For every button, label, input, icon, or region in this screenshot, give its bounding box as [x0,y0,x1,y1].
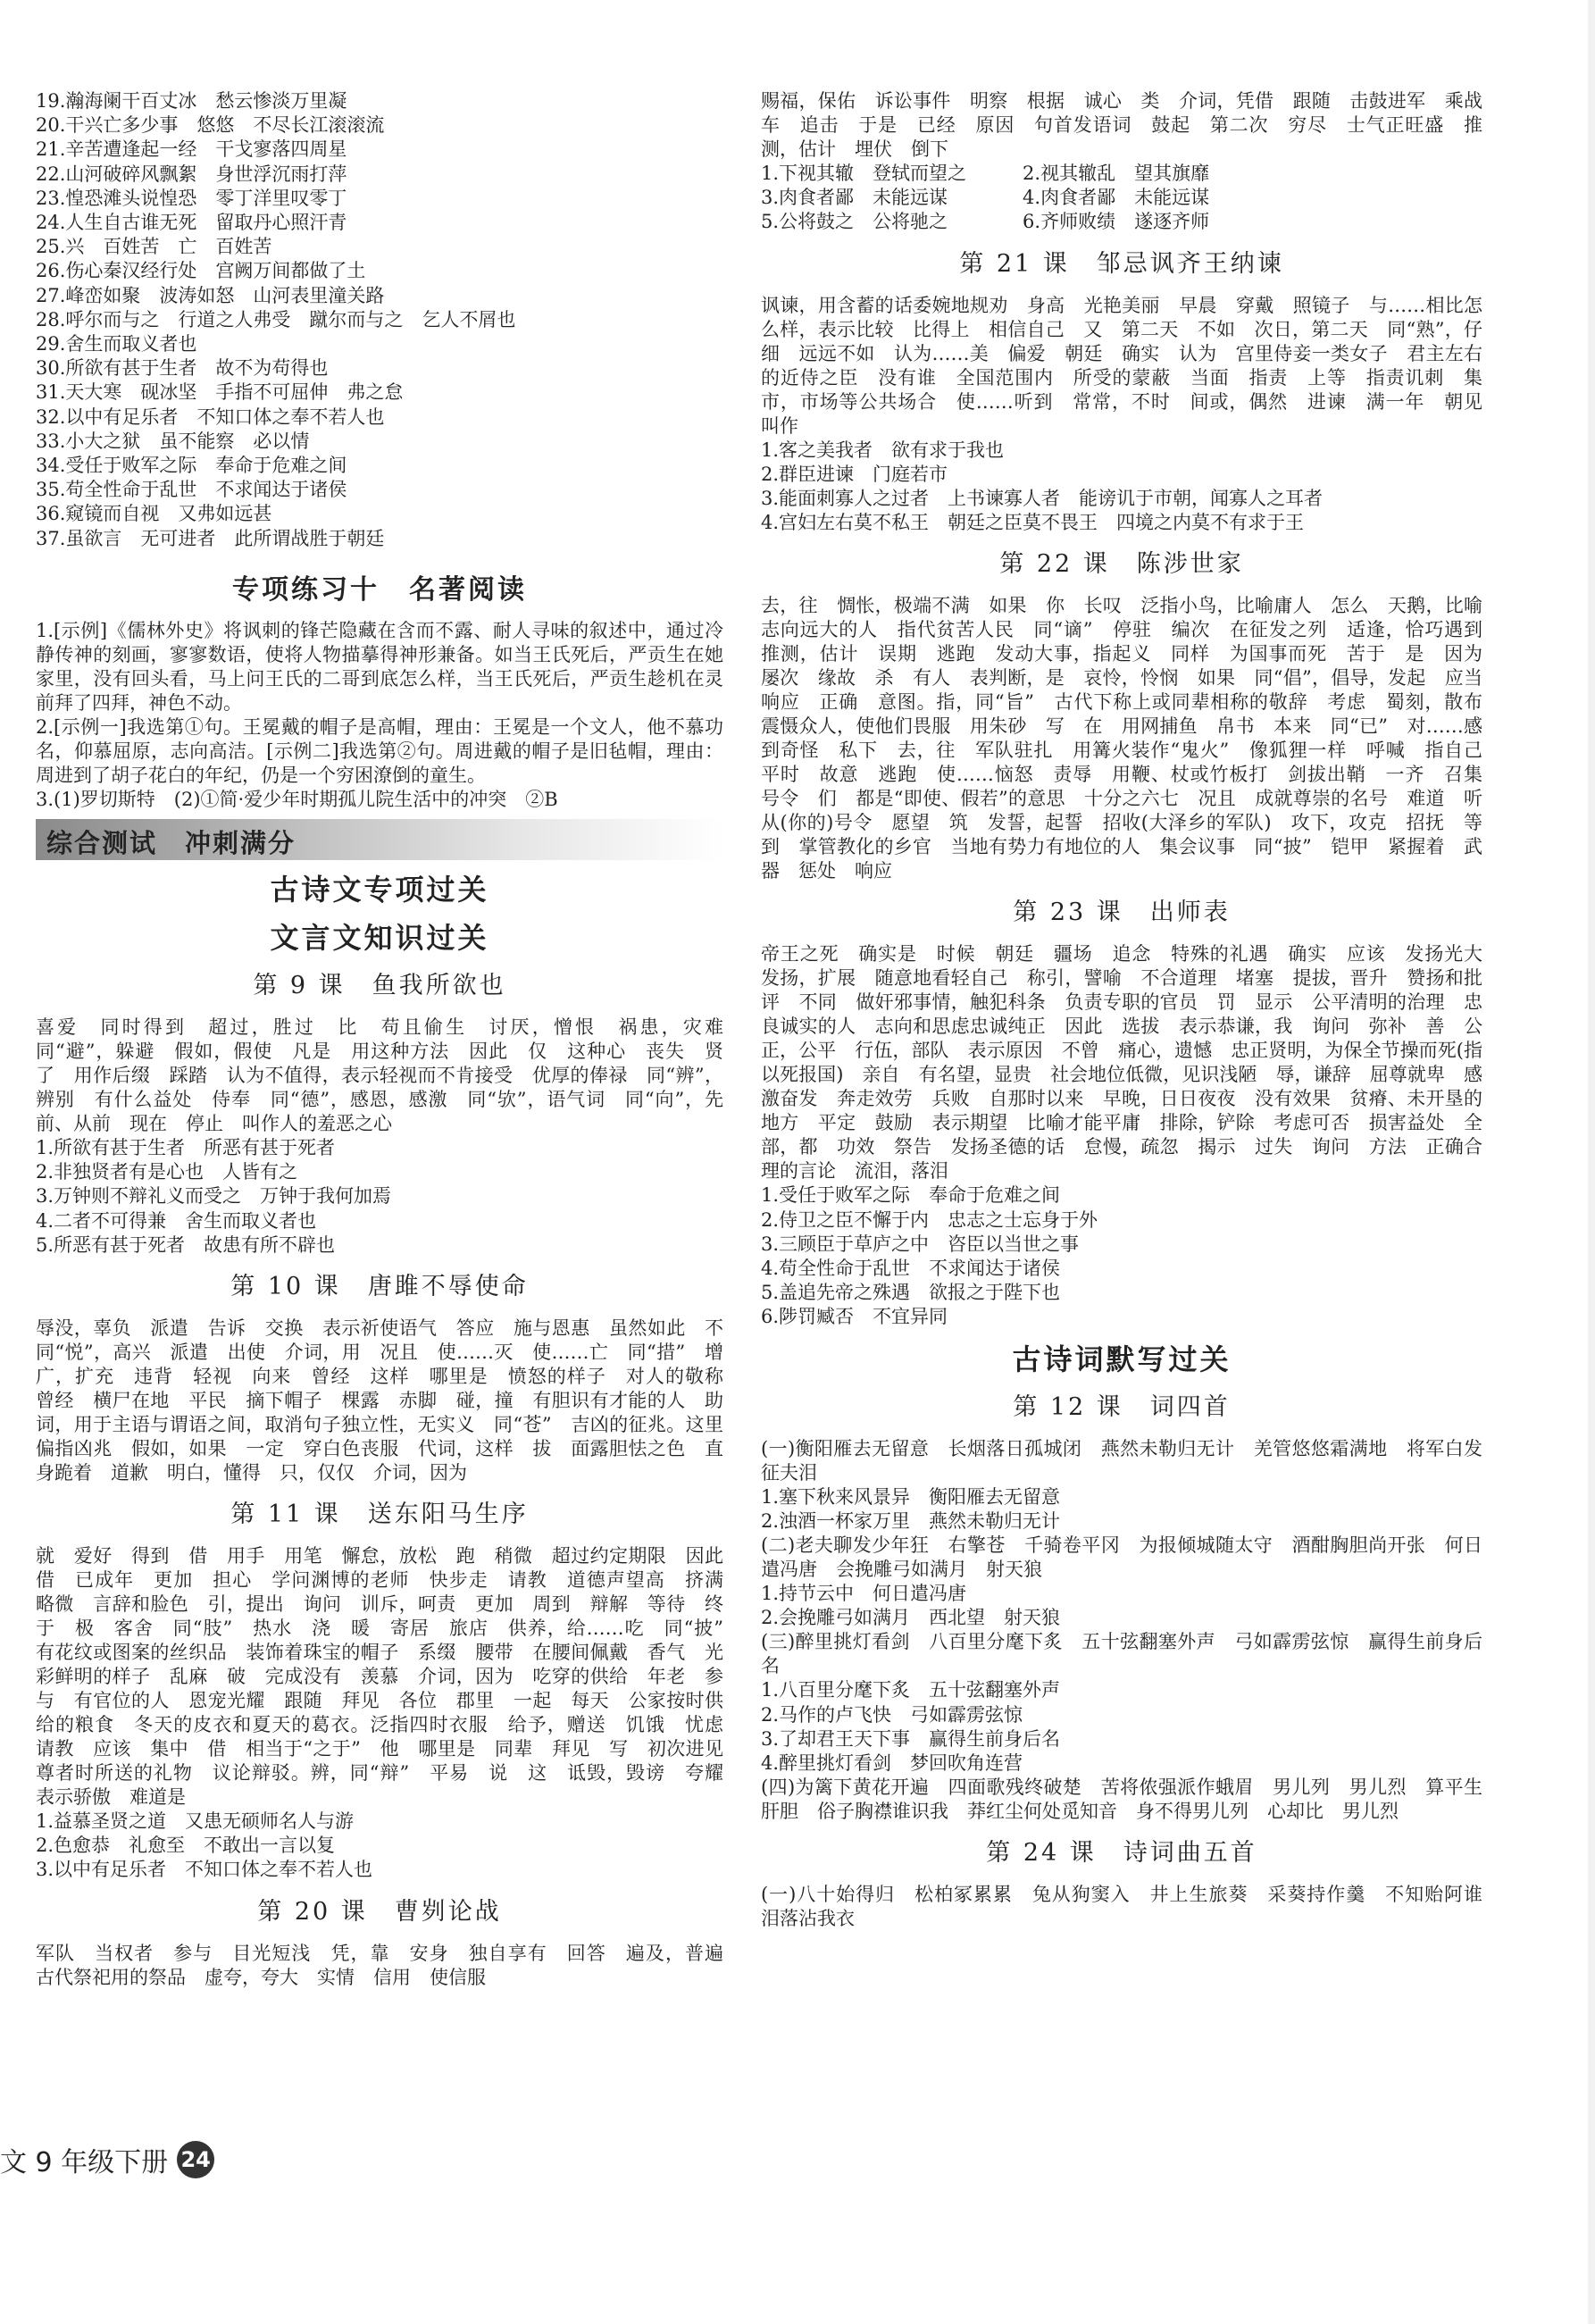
left-column [36,89,742,1990]
answer-line: 22.山河破碎风飘絮 身世浮沉雨打萍 [36,163,347,185]
part-title: 古诗文专项过关 [270,873,489,907]
answer-paragraph: (四)为篱下黄花开遍 四面歌残终破楚 苦将侬强派作蛾眉 男儿列 男儿烈 算平生肝胆 俗子胸襟谁识我 莽红尘何处觅知音 身不得男儿列 心却比 男儿烈 [761,1776,1482,1823]
right-column [761,89,1501,1931]
answer-line: 32.以中有足乐者 不知口体之奉不若人也 [36,405,385,428]
part-title: 文言文知识过关 [270,921,489,956]
lesson-heading: 第 24 课 诗词曲五首 [986,1839,1257,1868]
answer-line: 30.所欲有甚于生者 故不为苟得也 [36,357,329,380]
answer-line: 24.人生自古谁无死 留取丹心照汗青 [36,212,347,234]
answer-line: 3.三顾臣于草庐之中 咨臣以当世之事 [761,1233,1080,1255]
answer-line: 1.所欲有甚于生者 所恶有甚于死者 [36,1137,336,1159]
lesson-heading: 第 22 课 陈涉世家 [999,550,1244,579]
answer-line: 4.醉里挑灯看剑 梦回吹角连营 [761,1752,1023,1775]
answer-paragraph: 军队 当权者 参与 目光短浅 凭，靠 安身 独自享有 回答 遍及，普遍 古代祭祀用的祭品 虚夸，夸大 实情 信用 使信服 [36,1942,742,1988]
answer-paragraph: 帝王之死 确实是 时候 朝廷 疆场 追念 特殊的礼遇 确实 应该 发扬光大 发扬，扩展 随意地看轻自己 称引，譬喻 不合道理 堵塞 提拔，晋升 赞扬和批评 不同 做奸邪事情，触犯科条 负责专职的官员 罚 显示 公平清明的治理 忠良诚实的人 志向和思虑忠诚纯正 因此 选拔 表示恭谦，我 询问 弥补 善 公正，公平 行伍，部队 表示原因 不曾 痛心，遗憾 忠正贤明，为保全节操而死(指以死报国) 亲自 有名望，显贵 社会地位低微，见识浅陋 辱，谦辞 屈尊就卑 感激奋发 奔走效劳 兵败 自那时以来 早晚，日日夜夜 没有效果 贫瘠、未开垦的地方 平定 鼓励 表示期望 比喻才能平庸 排除，铲除 考虑可否 损害益处 全部，都 功效 祭告 发扬圣德的话 怠慢，疏忽 揭示 过失 询问 方法 正确合理的言论 流泪，落泪 [761,943,1501,1183]
page-number: 24 [177,2141,214,2178]
answer-line: 29.舍生而取义者也 [36,333,197,355]
answer-paragraph: (一)八十始得归 松柏冢累累 兔从狗窦入 井上生旅葵 采葵持作羹 不知贻阿谁 泪落沾我衣 [761,1884,1501,1930]
answer-line: 1.持节云中 何日遣冯唐 [761,1583,967,1605]
answer-line: 33.小大之狱 虽不能察 必以情 [36,430,310,452]
answer-line: 19.瀚海阑干百丈冰 愁云惨淡万里凝 [36,90,347,112]
lesson-heading: 第 12 课 词四首 [1013,1392,1231,1421]
lesson-heading: 第 9 课 鱼我所欲也 [253,972,506,1000]
answer-line: 37.虽欲言 无可进者 此所谓战胜于朝廷 [36,527,385,549]
answer-paragraph: (三)醉里挑灯看剑 八百里分麾下炙 五十弦翻塞外声 弓如霹雳弦惊 赢得生前身后名 [761,1631,1482,1677]
answer-line: 31.天大寒 砚冰坚 手指不可屈伸 弗之怠 [36,381,404,404]
answer-line: 3.能面刺寡人之过者 上书谏寡人者 能谤讥于市朝，闻寡人之耳者 [761,488,1324,510]
section-banner-label: 综合测试 冲刺满分 [46,828,296,859]
answer-line: 5.盖追先帝之殊遇 欲报之于陛下也 [761,1282,1061,1304]
lesson-heading: 第 21 课 邹忌讽齐王纳谏 [959,249,1284,278]
answer-line: 2.马作的卢飞快 弓如霹雳弦惊 [761,1703,1023,1726]
answer-line: 1.客之美我者 欲有求于我也 [761,439,1005,461]
answer-line: 2.色愈恭 礼愈至 不敢出一言以复 [36,1835,336,1857]
answer-line: 1.益慕圣贤之道 又患无硕师名人与游 [36,1810,355,1833]
answer-line: 27.峰峦如聚 波涛如怒 山河表里潼关路 [36,284,385,306]
answer-line: 2.会挽雕弓如满月 西北望 射天狼 [761,1607,1061,1629]
answer-line: 25.兴 百姓苦 亡 百姓苦 [36,236,272,258]
answer-paragraph: 喜爱 同时得到 超过，胜过 比 苟且偷生 讨厌，憎恨 祸患，灾难 同“避”，躲避 假如，假使 凡是 用这种方法 因此 仅 这种心 丧失 贤 了 用作后缀 踩踏 认为不值得，表示轻视而不肯接受 优厚的俸禄 同“辨”，辨别 有什么益处 侍奉 同“德”，感恩，感激 同“欤”，语气词 同“向”，先前、从前 现在 停止 叫作人的羞恶之心 [36,1016,742,1135]
answer-line: 4.宫妇左右莫不私王 朝廷之臣莫不畏王 四境之内莫不有求于王 [761,512,1305,534]
answer-line: 5.所恶有甚于死者 故患有所不辟也 [36,1233,336,1256]
answer-line: 3.万钟则不辩礼义而受之 万钟于我何加焉 [36,1185,392,1208]
answer-line: 4.二者不可得兼 舍生而取义者也 [36,1209,317,1232]
answer-line: 2.非独贤者有是心也 人皆有之 [36,1161,298,1183]
lesson-heading: 第 10 课 唐雎不辱使命 [230,1273,529,1301]
answer-line: 3.了却君王天下事 赢得生前身后名 [761,1727,1061,1750]
answer-paragraph: 就 爱好 得到 借 用手 用笔 懈怠，放松 跑 稍微 超过约定期限 因此 借 已成年 更加 担心 学问渊博的老师 快步走 请教 道德声望高 挤满 略微 言辞和脸色 引，提出 询问 训斥，呵责 更加 周到 辩解 等待 终于 极 客舍 同“肢” 热水 浇 暖 寄居 旅店 供养，给……吃 同“披” 有花纹或图案的丝织品 装饰着珠宝的帽子 系缀 腰带 在腰间佩戴 香气 光彩鲜明的样子 乱麻 破 完成没有 羡慕 介词，因为 吃穿的供给 年老 参与 有官位的人 恩宠光耀 跟随 拜见 各位 郡里 一起 每天 公家按时供给的粮食 冬天的皮衣和夏天的葛衣。泛指四时衣服 给予，赠送 饥饿 忧虑 请教 应该 集中 借 相当于“之于” 他 哪里是 同辈 拜见 写 初次进见尊者时所送的礼物 议论辩驳。辨，同“辩” 平易 说 这 诋毁，毁谤 夸耀 表示骄傲 难道是 [36,1545,742,1809]
answer-line: 1.八百里分麾下炙 五十弦翻塞外声 [761,1679,1061,1701]
answer-line: 21.辛苦遭逢起一经 干戈寥落四周星 [36,138,347,161]
lesson-heading: 第 20 课 曹刿论战 [257,1897,502,1926]
answer-line: 2.浊酒一杯家万里 燕然未勒归无计 [761,1509,1061,1532]
lesson-heading: 第 11 课 送东阳马生序 [230,1501,529,1529]
lesson-heading: 第 23 课 出师表 [1013,899,1231,927]
answer-line: 1.受任于败军之际 奉命于危难之间 [761,1184,1061,1207]
answer-line: 20.干兴亡多少事 悠悠 不尽长江滚滚流 [36,114,385,137]
answer-paragraph: 讽谏，用含蓄的话委婉地规劝 身高 光艳美丽 早晨 穿戴 照镜子 与……相比怎么样，表示比较 比得上 相信自己 又 第二天 不如 次日，第二天 同“熟”，仔细 远远不如 认为……美 偏爱 朝廷 确实 认为 宫里侍妾一类女子 君主左右的近侍之臣 没有谁 全国范围内 所受的蒙蔽 当面 指责 上等 指责讥刺 集市，市场等公共场合 使……听到 常常，不时 间或，偶然 进谏 满一年 朝见 叫作 [761,294,1501,437]
answer-line: 1.下视其辙 登轼而望之 2.视其辙乱 望其旗靡 [761,163,1210,184]
answer-line: 26.伤心秦汉经行处 宫阙万间都做了土 [36,260,366,282]
answer-line: 36.窥镜而自视 又弗如远甚 [36,503,272,525]
answer-line: 3.以中有足乐者 不知口体之奉不若人也 [36,1859,373,1881]
page-edge [1588,0,1595,2324]
part-title: 古诗词默写过关 [1012,1342,1232,1376]
answer-paragraph: 辱没，辜负 派遣 告诉 交换 表示祈使语气 答应 施与恩惠 虽然如此 不 同“悦”，高兴 派遣 出使 介词，用 况且 使……灭 使……亡 同“措” 增广，扩充 违背 轻视 向来 曾经 这样 哪里是 愤怒的样子 对人的敬称 曾经 横尸在地 平民 摘下帽子 棵露 赤脚 碰，撞 有胆识有才能的人 助词，用于主语与谓语之间，取消句子独立性，无实义 同“苍” 吉凶的征兆。这里偏指凶兆 假如，如果 一定 穿白色丧服 代词，这样 拔 面露胆怯之色 直身跪着 道歉 明白，懂得 只，仅仅 介词，因为 [36,1317,742,1484]
answer-paragraph: 去，往 惆怅，极端不满 如果 你 长叹 泛指小鸟，比喻庸人 怎么 天鹅，比喻志向远大的人 指代贫苦人民 同“谪” 停驻 编次 在征发之列 适逢，恰巧遇到 推测，估计 误期 逃跑 发动大事，指起义 同样 为国事而死 苦于 是 因为 屡次 缘故 杀 有人 表判断，是 哀怜，怜悯 如果 同“倡”，倡导，发起 应当响应 正确 意图。指，同“旨” 古代下称上或同辈相称的敬辞 考虑 蜀刻，散布 震慑众人，使他们畏服 用朱砂 写 在 用网捕鱼 帛书 本来 同“已” 对……感到奇怪 私下 去，往 军队驻扎 用篝火装作“鬼火” 像狐狸一样 呼喊 指自己 平时 故意 逃跑 使……恼怒 责辱 用鞭、杖或竹板打 剑拔出鞘 一齐 召集 号令 们 都是“即使、假若”的意思 十分之六七 况且 成就尊崇的名号 难道 听从(你的)号令 愿望 筑 发誓，起誓 招收(大泽乡的军队) 攻下，攻克 招抚 等到 掌管教化的乡官 当地有势力有地位的人 集会议事 同“披” 铠甲 紧握着 武器 惩处 响应 [761,595,1501,882]
section-heading: 专项练习十 名著阅读 [232,573,527,606]
answer-line: 2.群臣进谏 门庭若市 [761,463,948,485]
answer-line: 23.惶恐滩头说惶恐 零丁洋里叹零丁 [36,187,347,209]
answer-line: 1.塞下秋来风景异 衡阳雁去无留意 [761,1485,1061,1508]
section-banner [36,819,723,860]
answer-paragraph: 赐福，保佑 诉讼事件 明察 根据 诚心 类 介词，凭借 跟随 击鼓进军 乘战车 追击 于是 已经 原因 句首发语词 鼓起 第二次 穷尽 士气正旺盛 推测，估计 埋伏 倒下 [761,90,1482,160]
grade-label: 文 9 年级下册 [0,2147,169,2178]
answer-paragraph: 2.[示例一]我选第①句。王冕戴的帽子是高帽，理由：王冕是一个文人，他不慕功名，仰慕屈原，志向高洁。[示例二]我选第②句。周进戴的帽子是旧毡帽，理由：周进到了胡子花白的年纪，仍是一个穷困潦倒的童生。 [36,715,723,786]
answer-line: 28.呼尔而与之 行道之人弗受 蹴尔而与之 乞人不屑也 [36,308,516,330]
page-footer [0,2142,214,2178]
answer-line: 2.侍卫之臣不懈于内 忠志之士忘身于外 [761,1208,1098,1231]
answer-paragraph: (一)衡阳雁去无留意 长烟落日孤城闭 燕然未勒归无计 羌管悠悠霜满地 将军白发征夫泪 [761,1437,1482,1484]
answer-line: 4.苟全性命于乱世 不求闻达于诸侯 [761,1258,1061,1280]
answer-line: 35.苟全性命于乱世 不求闻达于诸侯 [36,479,347,501]
answer-line: 3.(1)罗切斯特 (2)①简·爱少年时期孤儿院生活中的冲突 ②B [36,788,558,810]
answer-line: 34.受任于败军之际 奉命于危难之间 [36,455,347,477]
answer-line: 5.公将鼓之 公将驰之 6.齐师败绩 遂逐齐师 [761,211,1210,233]
answer-paragraph: 1.[示例]《儒林外史》将讽刺的锋芒隐藏在含而不露、耐人寻味的叙述中，通过冷静传神的刻画，寥寥数语，使将人物描摹得神形兼备。如当王氏死后，严贡生在她家里，没有回头看，马上问王氏的二哥到底怎么样，当王氏死后，严贡生趁机在灵前拜了四拜，神色不动。 [36,619,723,714]
answer-line: 6.陟罚臧否 不宜异同 [761,1306,948,1328]
answer-line: 3.肉食者鄙 未能远谋 4.肉食者鄙 未能远谋 [761,187,1210,209]
answer-paragraph: (二)老夫聊发少年狂 右擎苍 千骑卷平冈 为报倾城随太守 酒酣胸胆尚开张 何日遣冯唐 会挽雕弓如满月 射天狼 [761,1534,1482,1581]
